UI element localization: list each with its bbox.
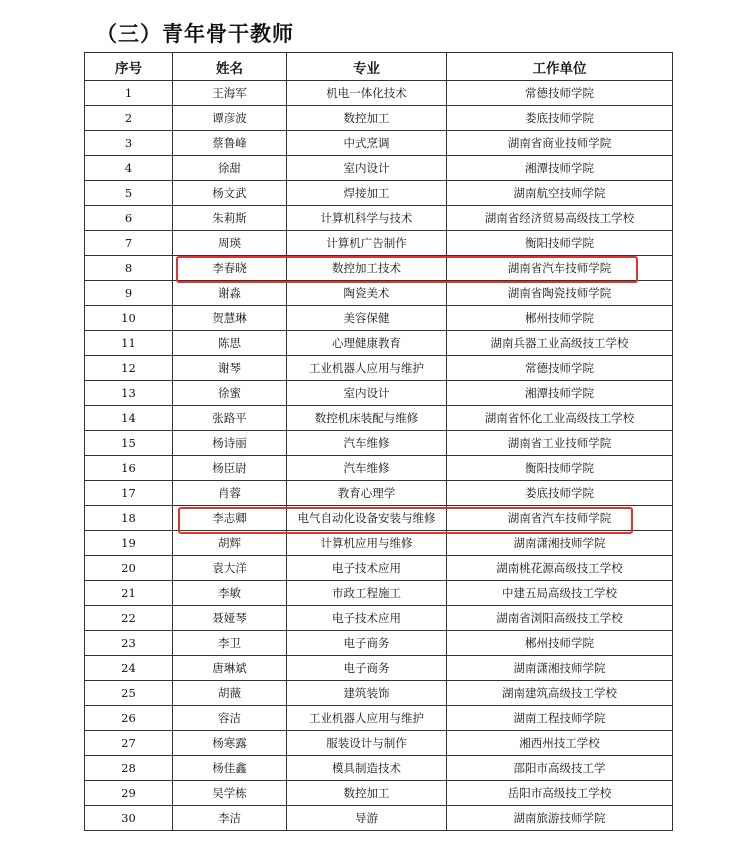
workplace-cell: 湖南潇湘技师学院 bbox=[447, 531, 673, 556]
highlight-box-row-8 bbox=[176, 256, 638, 283]
name-cell: 胡薇 bbox=[173, 681, 287, 706]
name-cell: 胡辉 bbox=[173, 531, 287, 556]
table-row bbox=[85, 306, 673, 331]
workplace-cell: 中建五局高级技工学校 bbox=[447, 581, 673, 606]
index-cell: 26 bbox=[85, 706, 173, 731]
workplace-cell: 郴州技师学院 bbox=[447, 306, 673, 331]
name-cell: 容洁 bbox=[173, 706, 287, 731]
header-workplace: 工作单位 bbox=[447, 53, 673, 81]
table-row bbox=[85, 631, 673, 656]
table-row bbox=[85, 806, 673, 831]
section-title: （三）青年骨干教师 bbox=[96, 22, 294, 46]
workplace-cell: 衡阳技师学院 bbox=[447, 456, 673, 481]
table-row bbox=[85, 381, 673, 406]
workplace-cell: 湖南省经济贸易高级技工学校 bbox=[447, 206, 673, 231]
major-cell: 室内设计 bbox=[287, 156, 447, 181]
name-cell: 徐蜜 bbox=[173, 381, 287, 406]
workplace-cell: 湖南航空技师学院 bbox=[447, 181, 673, 206]
workplace-cell: 湖南省陶瓷技师学院 bbox=[447, 281, 673, 306]
table-row bbox=[85, 406, 673, 431]
table-row bbox=[85, 731, 673, 756]
index-cell: 2 bbox=[85, 106, 173, 131]
teacher-table bbox=[84, 52, 673, 831]
name-cell: 李春晓 bbox=[173, 256, 287, 281]
index-cell: 5 bbox=[85, 181, 173, 206]
table-row bbox=[85, 156, 673, 181]
name-cell: 肖蓉 bbox=[173, 481, 287, 506]
table-row bbox=[85, 231, 673, 256]
index-cell: 1 bbox=[85, 81, 173, 106]
table-row bbox=[85, 206, 673, 231]
major-cell: 汽车维修 bbox=[287, 431, 447, 456]
table-row bbox=[85, 456, 673, 481]
name-cell: 李洁 bbox=[173, 806, 287, 831]
table-row bbox=[85, 81, 673, 106]
name-cell: 王海军 bbox=[173, 81, 287, 106]
header-index: 序号 bbox=[85, 53, 173, 81]
name-cell: 谢琴 bbox=[173, 356, 287, 381]
table-row bbox=[85, 531, 673, 556]
workplace-cell: 湘潭技师学院 bbox=[447, 381, 673, 406]
major-cell: 电子技术应用 bbox=[287, 606, 447, 631]
table-row bbox=[85, 131, 673, 156]
major-cell: 计算机广告制作 bbox=[287, 231, 447, 256]
major-cell: 工业机器人应用与维护 bbox=[287, 356, 447, 381]
index-cell: 9 bbox=[85, 281, 173, 306]
workplace-cell: 湖南省汽车技师学院 bbox=[447, 506, 673, 531]
table-row bbox=[85, 281, 673, 306]
name-cell: 李志卿 bbox=[173, 506, 287, 531]
table-row bbox=[85, 581, 673, 606]
major-cell: 焊接加工 bbox=[287, 181, 447, 206]
major-cell: 市政工程施工 bbox=[287, 581, 447, 606]
name-cell: 谢淼 bbox=[173, 281, 287, 306]
index-cell: 11 bbox=[85, 331, 173, 356]
name-cell: 贺慧琳 bbox=[173, 306, 287, 331]
major-cell: 机电一体化技术 bbox=[287, 81, 447, 106]
major-cell: 中式烹调 bbox=[287, 131, 447, 156]
table-header-row bbox=[85, 53, 673, 81]
major-cell: 陶瓷美术 bbox=[287, 281, 447, 306]
major-cell: 数控加工 bbox=[287, 106, 447, 131]
index-cell: 29 bbox=[85, 781, 173, 806]
workplace-cell: 常德技师学院 bbox=[447, 81, 673, 106]
index-cell: 15 bbox=[85, 431, 173, 456]
index-cell: 16 bbox=[85, 456, 173, 481]
major-cell: 服装设计与制作 bbox=[287, 731, 447, 756]
workplace-cell: 娄底技师学院 bbox=[447, 106, 673, 131]
index-cell: 6 bbox=[85, 206, 173, 231]
table-row bbox=[85, 556, 673, 581]
index-cell: 28 bbox=[85, 756, 173, 781]
name-cell: 朱莉斯 bbox=[173, 206, 287, 231]
major-cell: 室内设计 bbox=[287, 381, 447, 406]
name-cell: 徐甜 bbox=[173, 156, 287, 181]
major-cell: 数控加工 bbox=[287, 781, 447, 806]
name-cell: 杨诗丽 bbox=[173, 431, 287, 456]
workplace-cell: 湖南兵器工业高级技工学校 bbox=[447, 331, 673, 356]
name-cell: 袁大洋 bbox=[173, 556, 287, 581]
index-cell: 17 bbox=[85, 481, 173, 506]
name-cell: 唐琳斌 bbox=[173, 656, 287, 681]
name-cell: 李敏 bbox=[173, 581, 287, 606]
name-cell: 杨文武 bbox=[173, 181, 287, 206]
index-cell: 8 bbox=[85, 256, 173, 281]
workplace-cell: 湖南潇湘技师学院 bbox=[447, 656, 673, 681]
workplace-cell: 郴州技师学院 bbox=[447, 631, 673, 656]
index-cell: 30 bbox=[85, 806, 173, 831]
major-cell: 模具制造技术 bbox=[287, 756, 447, 781]
major-cell: 电子技术应用 bbox=[287, 556, 447, 581]
name-cell: 陈思 bbox=[173, 331, 287, 356]
workplace-cell: 岳阳市高级技工学校 bbox=[447, 781, 673, 806]
workplace-cell: 湘西州技工学校 bbox=[447, 731, 673, 756]
header-major: 专业 bbox=[287, 53, 447, 81]
index-cell: 20 bbox=[85, 556, 173, 581]
major-cell: 电子商务 bbox=[287, 656, 447, 681]
index-cell: 27 bbox=[85, 731, 173, 756]
name-cell: 杨佳鑫 bbox=[173, 756, 287, 781]
name-cell: 杨臣尉 bbox=[173, 456, 287, 481]
index-cell: 14 bbox=[85, 406, 173, 431]
header-name: 姓名 bbox=[173, 53, 287, 81]
table-body bbox=[85, 81, 673, 831]
major-cell: 电气自动化设备安装与维修 bbox=[287, 506, 447, 531]
table-row bbox=[85, 331, 673, 356]
index-cell: 10 bbox=[85, 306, 173, 331]
major-cell: 计算机应用与维修 bbox=[287, 531, 447, 556]
major-cell: 教育心理学 bbox=[287, 481, 447, 506]
workplace-cell: 常德技师学院 bbox=[447, 356, 673, 381]
major-cell: 数控机床装配与维修 bbox=[287, 406, 447, 431]
index-cell: 25 bbox=[85, 681, 173, 706]
table-row bbox=[85, 706, 673, 731]
name-cell: 杨寒露 bbox=[173, 731, 287, 756]
workplace-cell: 衡阳技师学院 bbox=[447, 231, 673, 256]
index-cell: 24 bbox=[85, 656, 173, 681]
major-cell: 数控加工技术 bbox=[287, 256, 447, 281]
index-cell: 12 bbox=[85, 356, 173, 381]
name-cell: 蔡鲁峰 bbox=[173, 131, 287, 156]
table-row bbox=[85, 781, 673, 806]
workplace-cell: 湘潭技师学院 bbox=[447, 156, 673, 181]
workplace-cell: 湖南建筑高级技工学校 bbox=[447, 681, 673, 706]
workplace-cell: 湖南省商业技师学院 bbox=[447, 131, 673, 156]
workplace-cell: 邵阳市高级技工学 bbox=[447, 756, 673, 781]
major-cell: 导游 bbox=[287, 806, 447, 831]
workplace-cell: 湖南省怀化工业高级技工学校 bbox=[447, 406, 673, 431]
index-cell: 23 bbox=[85, 631, 173, 656]
table-row bbox=[85, 606, 673, 631]
workplace-cell: 娄底技师学院 bbox=[447, 481, 673, 506]
table-row bbox=[85, 181, 673, 206]
index-cell: 21 bbox=[85, 581, 173, 606]
index-cell: 7 bbox=[85, 231, 173, 256]
major-cell: 心理健康教育 bbox=[287, 331, 447, 356]
workplace-cell: 湖南桃花源高级技工学校 bbox=[447, 556, 673, 581]
major-cell: 汽车维修 bbox=[287, 456, 447, 481]
workplace-cell: 湖南省浏阳高级技工学校 bbox=[447, 606, 673, 631]
major-cell: 工业机器人应用与维护 bbox=[287, 706, 447, 731]
table-row bbox=[85, 481, 673, 506]
index-cell: 4 bbox=[85, 156, 173, 181]
major-cell: 计算机科学与技术 bbox=[287, 206, 447, 231]
table-row bbox=[85, 681, 673, 706]
index-cell: 22 bbox=[85, 606, 173, 631]
table-row bbox=[85, 431, 673, 456]
name-cell: 李卫 bbox=[173, 631, 287, 656]
major-cell: 电子商务 bbox=[287, 631, 447, 656]
workplace-cell: 湖南工程技师学院 bbox=[447, 706, 673, 731]
table-row bbox=[85, 106, 673, 131]
index-cell: 18 bbox=[85, 506, 173, 531]
major-cell: 建筑装饰 bbox=[287, 681, 447, 706]
major-cell: 美容保健 bbox=[287, 306, 447, 331]
workplace-cell: 湖南旅游技师学院 bbox=[447, 806, 673, 831]
index-cell: 19 bbox=[85, 531, 173, 556]
index-cell: 13 bbox=[85, 381, 173, 406]
table-row bbox=[85, 356, 673, 381]
index-cell: 3 bbox=[85, 131, 173, 156]
workplace-cell: 湖南省工业技师学院 bbox=[447, 431, 673, 456]
workplace-cell: 湖南省汽车技师学院 bbox=[447, 256, 673, 281]
highlight-box-row-18 bbox=[178, 507, 633, 534]
name-cell: 吴学栋 bbox=[173, 781, 287, 806]
name-cell: 张路平 bbox=[173, 406, 287, 431]
name-cell: 周瑛 bbox=[173, 231, 287, 256]
name-cell: 谭彦波 bbox=[173, 106, 287, 131]
name-cell: 聂娅琴 bbox=[173, 606, 287, 631]
table-row bbox=[85, 656, 673, 681]
table-row bbox=[85, 756, 673, 781]
